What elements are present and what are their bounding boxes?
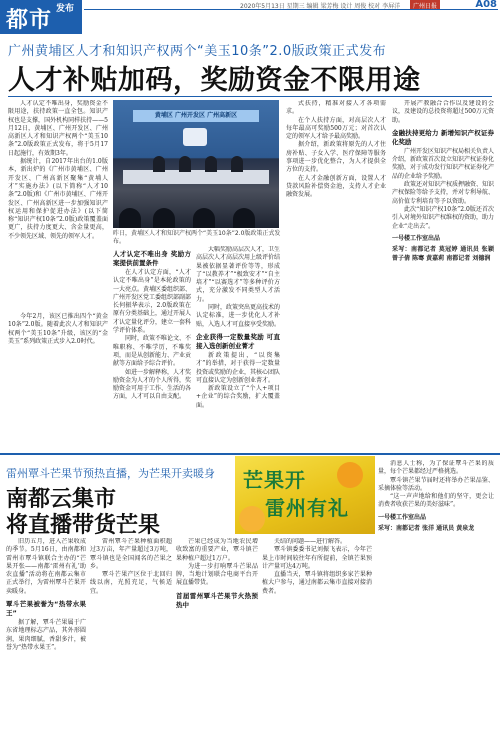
issue-meta: 2020年5月13日 星期三 编辑 梁芳梅 设计 周俊 校对 李屏洋: [240, 3, 401, 10]
section-logo: [0, 0, 82, 34]
photo-caption: 昨日，黄埔区人才和知识产权两个“美玉10条”2.0版政策正式发布。: [113, 230, 281, 245]
audience-figure: [193, 208, 215, 228]
paragraph: 政策还对知识产权质押融资、知识产权保险等给予支持，并对专利导航、高价值专利培育等予以资助。: [392, 181, 494, 205]
paragraph: 人才认定不唯出身，奖励资金不限用途，扶持政策一直全包。知识产权也是支撑，国外机构同样扶持——5月12日，黄埔区、广州开发区、广州高新区人才和知识产权两个“美玉10条”2.0版政策正式发布，将于5月17日起施行，有效期3年。: [8, 100, 108, 157]
story2-rule: [0, 453, 500, 455]
paragraph: 覃斗镇委委书记刘振飞表示，今年芒果上市时间较往年有所提前，全镇芒果预计产量可达4万吨。: [262, 546, 372, 570]
story2-column-5: [378, 460, 494, 746]
paragraph: 式扶持，精准对接人才各项需求。: [286, 100, 386, 116]
subheading: 金融扶持更给力 新增知识产权证券化奖励: [392, 128, 494, 146]
subheading: 企业获得一定数量奖励 可直接入选创新创业菁才: [196, 332, 280, 350]
byline: 采写：南都记者 莫冠婷 通讯员 张颖 曾子倩 陈骞 黄嘉莉 南都记者 刘德润: [392, 245, 494, 262]
story2-headline-line2: 将直播带货芒果: [6, 513, 161, 538]
section-subtitle: 发布: [56, 4, 75, 14]
story1-column-4: [286, 100, 386, 446]
speaker-figure: [153, 156, 165, 172]
paragraph: 在个人扶持方面，对高层次人才每年最高可奖励500万元；对首次认定的领军人才给予最高奖励。: [286, 116, 386, 141]
audience-figure: [153, 208, 175, 228]
paragraph: 覃斗芒果产区位于北回归线以南，光照充足，气候适宜。: [90, 571, 172, 595]
paragraph: 如进一步解释称，人才奖励资金为人才的个人所得，奖励资金可用于工作、生活的各方面，人才可以自由支配。: [113, 368, 191, 401]
paragraph: 大幅奖励高层次人才，卫生高层次人才高层次用上级评价结果被依据显著评价等等，形成了“以教养才”“极致安才”“自主培才”“以赛选才”等多种评价方式，充分激发不同类型人才活力。: [196, 246, 280, 303]
stage-banner: 黄埔区 广州开发区 广州高新区: [133, 110, 259, 122]
poster-text-line1: 芒果开: [243, 468, 306, 492]
audience-figure: [119, 208, 141, 228]
subheading: 覃斗芒果被誉为“热带水果王”: [6, 600, 86, 618]
subheading: 首届雷州覃斗芒果节火热预热中: [176, 591, 258, 609]
paragraph: 据了解，覃斗芒果属于广东省地理标志产品，其外形圆润，果肉细腻，香甜多汁，被誉为“热带水果王”。: [6, 619, 86, 651]
speaker-figure: [205, 156, 217, 172]
stage-logo: [183, 128, 207, 146]
story1-column-3: [196, 246, 280, 446]
paragraph: 芒果已经成为当地农民增收致富的重要产业，覃斗镇芒果种植户超过1万户。: [176, 538, 258, 562]
paragraph: 为进一步打响覃斗芒果品牌，当地计划联合电商平台开展直播带货。: [176, 562, 258, 587]
paragraph: 此次“知识产权10条”2.0版还首次引入对境外知识产权维权的资助，助力企业“走出去”。: [392, 205, 494, 230]
speaker-figure: [231, 156, 243, 172]
poster-text-line2: 雷州有礼: [265, 496, 349, 520]
paragraph: 同时，政策突出更高技术的认定标准，进一步优化人才补贴，入选人才可直接享受奖励。: [196, 304, 280, 328]
story1-rule: [8, 96, 492, 97]
story1-column-2: [113, 246, 191, 446]
audience-figure: [233, 208, 255, 228]
story1-kicker: 广州黄埔区人才和知识产权两个“美玉10条”2.0版政策正式发布: [8, 44, 387, 59]
paragraph: 广州开发区知识产权局相关负责人介绍，新政策首次设立知识产权证券化奖励，对于成功发行知识产权证券化产品的企业给予奖励。: [392, 147, 494, 180]
byline: 采写：南都记者 张洋 通讯员 黄泉龙: [378, 524, 475, 532]
story1-headline: 人才补贴加码，奖励资金不限用途: [8, 65, 421, 96]
page-number: A08: [475, 0, 497, 10]
story2-column-1: [6, 538, 86, 746]
story2-column-2: [90, 538, 172, 746]
paragraph: 覃斗镇芒果节届时还将举办芒果品鉴、采摘体验等活动。: [378, 476, 494, 492]
mango-icon: [239, 506, 265, 532]
stage-table: [123, 170, 269, 184]
paragraph: 新政策提出，“以资集才”的举措，对于获得一定数量投资或奖励的企业，其核心团队可直接认定为创新创业菁才。: [196, 351, 280, 384]
paragraph: “这一声声地给和他们的坚守，更会让消费者收获芒果的美好滋味”。: [378, 493, 494, 509]
paragraph: 在人才认定方面，“人才认定不唯出身”是本轮政策的一大亮点。黄埔区委组织部、广州开发区党工委组织部副部长何振华表示，2.0版政策在原有分类基础上，通过开展人才认定量化评分，建立一套科学评价体系。: [113, 269, 191, 335]
story1-column-5: [392, 100, 494, 446]
paragraph: 据介绍，新政策将原先的人才住房补贴、子女入学、医疗保障等服务事项进一步优化整合，为人才提供全方位的支持。: [286, 141, 386, 174]
mango-icon: [337, 462, 363, 488]
paragraph: 雷州覃斗芒果种植面积超过3万亩，年产量超过3万吨，覃斗镇也是全国闻名的芒果之乡。: [90, 538, 172, 570]
paragraph: 据统计，自2017年出台的1.0版本，新出炉的《广州市黄埔区、广州开发区、广州高新区聚集“黄埔人才”实施办法》(以下简称“人才10条”2.0版)和《广州市黄埔区、广州开发区、广州高新区进一步加强知识产权运用和保护促进办法》(以下简称“知识产权10条”2.0版)政策覆盖面更广，扶持力度更大、含金量更高，不少领先区域、领先的领军人才。: [8, 158, 108, 240]
speaker-figure: [179, 156, 191, 172]
press-conference-photo: [113, 100, 279, 228]
masthead: [0, 0, 500, 36]
paragraph: 开展产教融合合作以及建设的会议，及建设的总投资将超过500万元资助。: [392, 100, 494, 124]
studio-credit: 一号楼工作室出品: [392, 234, 441, 242]
editor-tag: 广州日报: [410, 0, 440, 9]
paragraph: 关结的问题——进行解答。: [274, 538, 347, 545]
paragraph: 今年2月，该区已推出四个“黄金10条”2.0版。随着此次人才和知识产权两个“美玉10条”升级，该区的“金美玉”系列政策正式步入2.0时代。: [8, 313, 108, 345]
paragraph: 旧历五月，进入芒果收成的季节。5月16日，由南都和雷州市覃斗镇联合主办的“芒果开张——南都‘雷州有礼’助农直播”活动将在南都云集市正式举行，为雷州覃斗芒果开卖暖身。: [6, 538, 86, 595]
story1-column-1: [8, 100, 108, 448]
story2-headline-line1: 南都云集市: [6, 487, 117, 512]
paragraph: 直播当天，覃斗镇将组织多家芒果种植大户参与，通过南都云集市直接对接消费者。: [262, 571, 372, 595]
section-title: 都市: [6, 8, 53, 33]
story2-column-3: [176, 538, 258, 746]
subheading: 人才认定不唯出身 奖励方案提供前置条件: [113, 250, 191, 267]
studio-credit: 一号楼工作室出品: [378, 513, 427, 521]
paragraph: 新政策设立了“个人+项目+企业”的综合奖励，扩大覆盖面。: [196, 385, 280, 409]
paragraph: 在人才金融创新方面，设置人才贷款风险补偿资金池，支持人才企业融资发展。: [286, 174, 386, 199]
story2-kicker: 雷州覃斗芒果节预热直播，为芒果开卖暖身: [6, 467, 215, 480]
story2-column-4: [262, 538, 372, 746]
mango-poster: [235, 456, 375, 534]
paragraph: 消息人士称，为了保证覃斗芒果的质量，每个芒果都经过严格挑选。: [378, 460, 494, 476]
paragraph: 同时，政策不唯论文、不唯职称、不唯学历，不唯奖项，而是从创新能力、产业贡献等方面给予综合评价。: [113, 335, 191, 368]
